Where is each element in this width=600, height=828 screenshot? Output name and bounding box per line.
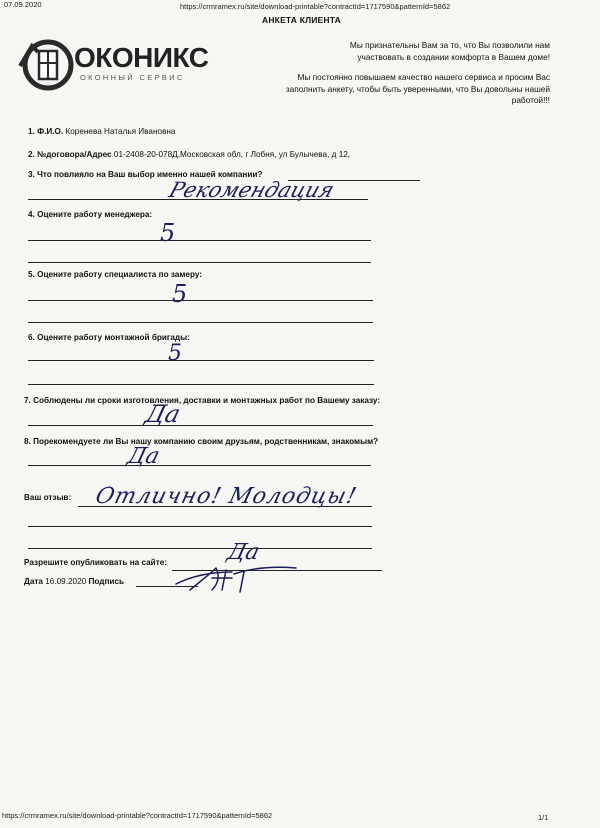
question-3-label: 3. Что повлияло на Ваш выбор именно нашей компании? [28, 170, 263, 179]
window-logo-icon [18, 36, 78, 94]
question-5-label: 5. Оцените работу специалиста по замеру: [28, 270, 203, 279]
question-1 [28, 127, 176, 136]
question-1-label: 1. Ф.И.О. [28, 127, 64, 136]
publish-answer: Да [224, 540, 263, 565]
review-label: Ваш отзыв: [24, 493, 72, 502]
date-signature-row [24, 577, 124, 586]
question-2-value: 01-2408-20-078Д,Московская обл, г Лобня, ул Булычева, д 12, [113, 150, 351, 159]
question-3-answer: Рекомендация [166, 178, 338, 202]
question-8-answer: Да [124, 444, 163, 469]
page-counter: 1/1 [538, 813, 549, 822]
question-7-label: 7. Соблюдены ли сроки изготовления, доставки и монтажных работ по Вашему заказу: [24, 396, 381, 405]
logo-tagline: ОКОННЫЙ СЕРВИС [80, 73, 185, 82]
answer-line [28, 240, 371, 241]
question-2 [28, 150, 350, 159]
print-date: 07.09.2020 [4, 0, 42, 9]
answer-line [28, 384, 374, 385]
question-6-label: 6. Оцените работу монтажной бригады: [28, 333, 190, 342]
question-2-label: 2. №договора/Адрес [28, 150, 112, 159]
question-1-value: Коренева Наталья Ивановна [65, 127, 176, 136]
date-value: 16.09.2020 [45, 577, 87, 586]
print-url-top: https://crmramex.ru/site/download-printable?contractId=1717590&patternId=5862 [180, 2, 451, 11]
question-5-answer: 5 [172, 280, 188, 308]
question-8-label: 8. Порекомендуете ли Вы нашу компанию своим друзьям, родственникам, знакомым? [24, 437, 379, 446]
answer-line [28, 262, 371, 263]
answer-line [28, 465, 371, 466]
print-url-bottom: https://crmramex.ru/site/download-printable?contractId=1717590&patternId=5862 [2, 811, 273, 820]
company-logo [18, 36, 208, 94]
answer-line [28, 322, 373, 323]
publish-label: Разрешите опубликовать на сайте: [24, 558, 168, 567]
question-7-answer: Да [142, 400, 184, 428]
review-answer: Отлично! Молодцы! [92, 484, 360, 509]
question-6-answer: 5 [168, 341, 182, 366]
signature-label: Подпись [88, 577, 125, 586]
answer-line [28, 526, 372, 527]
intro-paragraph-1: Мы признательны Вам за то, что Вы позволили нам участвовать в создании комфорта в Вашем доме! [349, 40, 550, 62]
answer-line [28, 360, 374, 361]
handwritten-signature [172, 550, 302, 596]
intro-paragraph-2: Мы постоянно повышаем качество нашего сервиса и просим Вас заполнить анкету, чтобы быть уверенными, что Вы довольны нашей работой!!! [285, 72, 550, 106]
logo-name: ОКОНИКС [74, 42, 209, 73]
date-label: Дата [24, 577, 43, 586]
answer-line [28, 548, 372, 549]
question-4-answer: 5 [160, 219, 176, 247]
question-4-label: 4. Оцените работу менеджера: [28, 210, 153, 219]
answer-line [28, 425, 373, 426]
form-title: АНКЕТА КЛИЕНТА [262, 15, 341, 25]
answer-line [28, 300, 373, 301]
